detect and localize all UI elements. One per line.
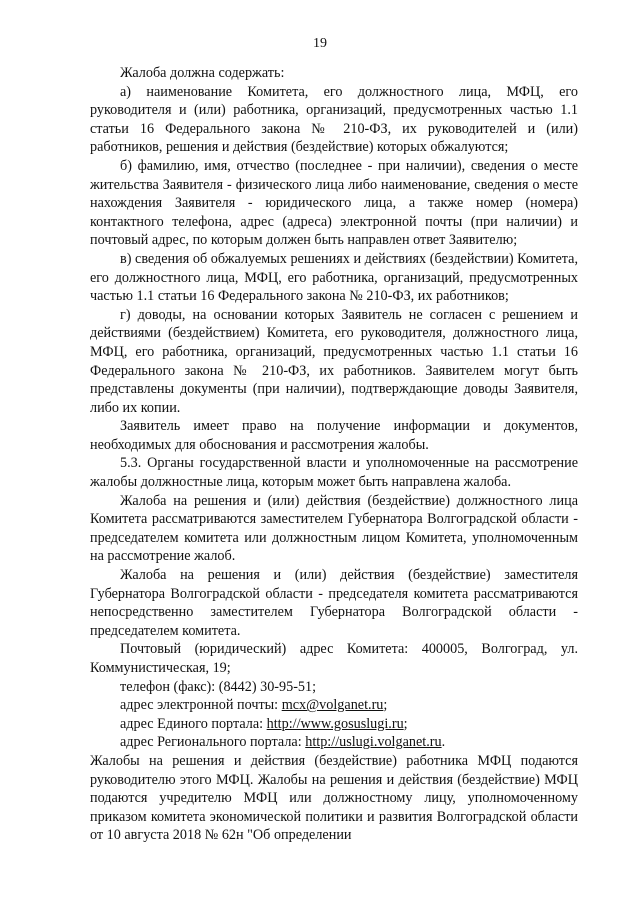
paragraph-item-b: б) фамилию, имя, отчество (последнее - при наличии), сведения о месте жительства Заявителя - физического лица либо наименование, сведения о месте нахождения Заявителя - юридического лица, а также номер (номера) контактного телефона, адрес (адреса) электронной почты (при наличии) и почтовый адрес, по которым должен быть направлен ответ Заявителю;	[90, 157, 578, 249]
paragraph-item-a: а) наименование Комитета, его должностного лица, МФЦ, его руководителя и (или) работника, организаций, предусмотренных частью 1.1 статьи 16 Федерального закона № 210-ФЗ, их руководителей и (или) работников, решения и действия (бездействие) которых обжалуются;	[90, 83, 578, 156]
paragraph-deputy-governor: Жалоба на решения и (или) действия (бездействие) заместителя Губернатора Волгоградской области - председателя комитета рассматриваются непосредственно заместителем Губернатора Волгоградской области - председателем комитета.	[90, 567, 578, 639]
contact-phone: телефон (факс): (8442) 30-95-51;	[120, 678, 317, 695]
unified-portal-link[interactable]: http://www.gosuslugi.ru	[266, 715, 404, 732]
email-link[interactable]: mcx@volganet.ru	[281, 697, 384, 714]
email-label: адрес электронной почты:	[120, 697, 282, 714]
paragraph-complaint-contents: Жалоба должна содержать:	[120, 65, 285, 81]
regional-portal-link[interactable]: http://uslugi.volganet.ru	[305, 734, 442, 751]
page-number: 19	[313, 36, 327, 51]
document-body	[90, 64, 578, 845]
paragraph-committee-official: Жалоба на решения и (или) действия (бездействие) должностного лица Комитета рассматриваются заместителем Губернатора Волгоградской области - председателем комитета или должностным лицом Комитета, уполномоченным на рассмотрение жалоб.	[90, 492, 578, 565]
regional-portal-tail: .	[441, 734, 446, 751]
paragraph-item-g: г) доводы, на основании которых Заявитель не согласен с решением и действиями (бездействием) Комитета, его руководителя, должностного лица, МФЦ, его работника, организаций, предусмотренных частью 1.1 статьи 16 Федерального закона № 210-ФЗ, их работников. Заявителем могут быть представлены документы (при наличии), подтверждающие доводы Заявителя, либо их копии.	[90, 306, 578, 416]
unified-portal-tail: ;	[403, 715, 408, 732]
contact-email	[90, 696, 578, 715]
paragraph-applicant-rights: Заявитель имеет право на получение информации и документов, необходимых для обоснования и рассмотрения жалобы.	[90, 418, 578, 453]
paragraph-item-v: в) сведения об обжалуемых решениях и действиях (бездействии) Комитета, его должностного лица, МФЦ, его работника, организаций, предусмотренных частью 1.1 статьи 16 Федерального закона № 210-ФЗ, их работников;	[90, 250, 578, 305]
contact-unified-portal	[90, 715, 578, 734]
paragraph-mfc-complaints: Жалобы на решения и действия (бездействие) работника МФЦ подаются руководителю этого МФЦ. Жалобы на решения и действия (бездействие) МФЦ подаются учредителю МФЦ или должностному лицу, уполномоченному приказом комитета экономической политики и развития Волгоградской области от 10 августа 2018 № 62н "Об определении	[90, 752, 578, 844]
paragraph-postal-address: Почтовый (юридический) адрес Комитета: 400005, Волгоград, ул. Коммунистическая, 19;	[90, 641, 578, 676]
paragraph-section-5-3: 5.3. Органы государственной власти и уполномоченные на рассмотрение жалобы должностные лица, которым может быть направлена жалоба.	[90, 455, 578, 491]
regional-portal-label: адрес Регионального портала:	[120, 734, 306, 751]
email-tail: ;	[383, 697, 388, 714]
unified-portal-label: адрес Единого портала:	[120, 715, 267, 732]
contact-regional-portal	[90, 733, 578, 752]
